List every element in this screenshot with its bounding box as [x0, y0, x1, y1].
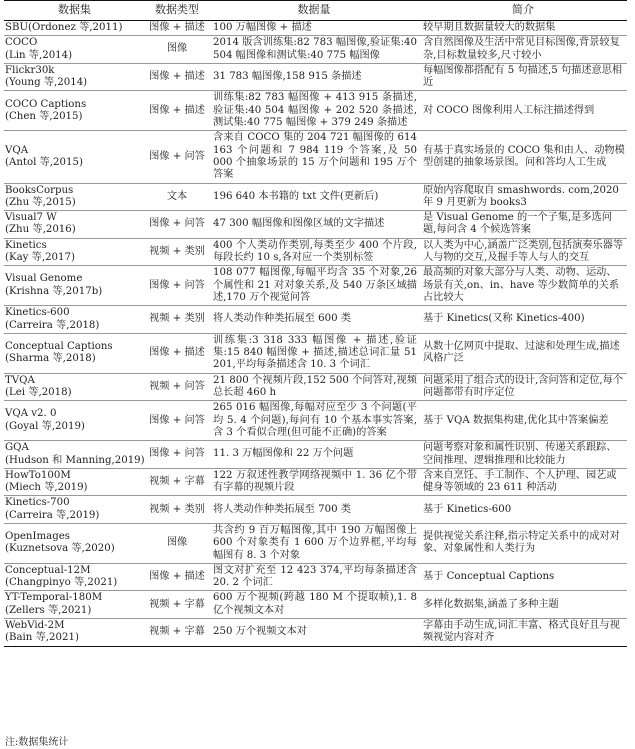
data-type-cell: 图像 + 问答 [145, 401, 209, 441]
intro-cell: 基于 VQA 数据集构建,优化其中答案偏差 [419, 401, 627, 441]
dataset-name-cell [4, 63, 145, 91]
dataset-reference: (Carreira 等,2018) [5, 319, 100, 331]
table-row [4, 523, 627, 563]
dataset-table-page [4, 0, 627, 748]
data-amount-cell: 2014 版含训练集:82 783 幅图像,验证集:40 504 幅图像和测试集:40 775 幅图像 [209, 36, 419, 64]
table-body [4, 21, 627, 647]
data-type-cell: 图像 + 问答 [145, 441, 209, 469]
intro-cell: 多样化数据集,涵盖了多种主题 [419, 591, 627, 619]
table-row [4, 333, 627, 373]
dataset-reference: (Zhu 等,2015) [5, 196, 76, 208]
dataset-reference: (Zhu 等,2016) [5, 224, 76, 236]
data-type-cell: 图像 + 描述 [145, 63, 209, 91]
data-amount-cell: 265 016 幅图像,每幅对应至少 3 个问题(平均 5. 4 个问题),每问有 10 个基本事实答案,含 3 个看似合理(但可能不正确)的答案 [209, 401, 419, 441]
dataset-name-cell [4, 373, 145, 401]
dataset-name-cell [4, 21, 145, 36]
dataset-name: WebVid-2M [5, 620, 65, 632]
table-row [4, 373, 627, 401]
header-dataset: 数据集 [4, 1, 145, 21]
table-row [4, 441, 627, 469]
dataset-reference: (Young 等,2014) [5, 77, 88, 89]
dataset-name-cell [4, 333, 145, 373]
table-row [4, 238, 627, 266]
dataset-reference: (Zellers 等,2021) [5, 604, 92, 616]
dataset-name: Flickr30k [5, 64, 55, 76]
data-type-cell: 图像 + 描述 [145, 333, 209, 373]
dataset-reference: (Hudson 和 Manning,2019) [5, 454, 145, 466]
table-row [4, 131, 627, 183]
intro-cell: 较早期且数据量较大的数据集 [419, 21, 627, 36]
dataset-reference: (Carreira 等,2019) [5, 509, 100, 521]
data-type-cell: 图像 + 问答 [145, 131, 209, 183]
dataset-name: VQA [5, 144, 29, 156]
dataset-name: Conceptual Captions [5, 340, 113, 352]
data-type-cell: 图像 + 描述 [145, 91, 209, 131]
dataset-name-cell [4, 591, 145, 619]
data-type-cell: 文本 [145, 183, 209, 211]
intro-cell: 最高频的对象大部分与人类、动物、运动、场景有关,on、in、have 等少数简单的关系占比较大 [419, 266, 627, 306]
dataset-name: GQA [5, 442, 29, 454]
dataset-name-cell [4, 183, 145, 211]
data-type-cell: 视频 + 类别 [145, 238, 209, 266]
dataset-name-cell [4, 401, 145, 441]
dataset-reference: (Chen 等,2015) [5, 110, 83, 122]
dataset-name: Visual Genome [5, 273, 83, 285]
dataset-name: Visual7 W [5, 212, 57, 224]
intro-cell: 是 Visual Genome 的一个子集,是多选问题,每问含 4 个候选答案 [419, 211, 627, 239]
data-amount-cell: 400 个人类动作类别,每类至少 400 个片段,每段长约 10 s,各对应一个类别标签 [209, 238, 419, 266]
table-row [4, 468, 627, 496]
dataset-name-cell [4, 238, 145, 266]
table-header-row [4, 1, 627, 21]
dataset-reference: (Lin 等,2014) [5, 49, 73, 61]
dataset-name-cell [4, 496, 145, 524]
table-row [4, 183, 627, 211]
data-amount-cell: 将人类动作种类拓展至 600 类 [209, 306, 419, 334]
header-data-amount: 数据量 [209, 1, 419, 21]
table-row [4, 21, 627, 36]
intro-cell: 对 COCO 图像利用人工标注描述得到 [419, 91, 627, 131]
dataset-reference: (Kay 等,2017) [5, 252, 75, 264]
data-amount-cell: 100 万幅图像 + 描述 [209, 21, 419, 36]
dataset-name: Kinetics-700 [5, 497, 70, 509]
intro-cell: 基于 Kinetics-600 [419, 496, 627, 524]
data-amount-cell: 250 万个视频文本对 [209, 619, 419, 647]
dataset-reference: (Sharma 等,2018) [5, 353, 96, 365]
intro-cell: 从数十亿网页中提取、过滤和处理生成,描述风格广泛 [419, 333, 627, 373]
dataset-name: BooksCorpus [5, 184, 74, 196]
dataset-name-cell [4, 468, 145, 496]
dataset-name: YT-Temporal-180M [5, 592, 103, 604]
intro-cell: 每幅图像都搭配有 5 句描述,5 句描述意思相近 [419, 63, 627, 91]
data-amount-cell: 将人类动作种类拓展至 700 类 [209, 496, 419, 524]
intro-cell: 问题考察对象和属性识别、传递关系跟踪、空间推理、逻辑推理和比较能力 [419, 441, 627, 469]
data-amount-cell: 122 万叙述性教学网络视频中 1. 36 亿个带有字幕的视频片段 [209, 468, 419, 496]
table-row [4, 91, 627, 131]
dataset-reference: (Kuznetsova 等,2020) [5, 543, 115, 555]
table-row [4, 306, 627, 334]
intro-cell: 基于 Conceptual Captions [419, 563, 627, 591]
dataset-name-cell [4, 523, 145, 563]
table-row [4, 36, 627, 64]
intro-cell: 含来自烹饪、手工制作、个人护理、园艺或健身等领域的 23 611 种活动 [419, 468, 627, 496]
dataset-name-cell [4, 266, 145, 306]
dataset-reference: (Lei 等,2018) [5, 387, 72, 399]
table-row [4, 266, 627, 306]
data-type-cell: 图像 [145, 36, 209, 64]
dataset-reference: (Changpinyo 等,2021) [5, 577, 118, 589]
header-intro: 简介 [419, 1, 627, 21]
dataset-reference: (Krishna 等,2017b) [5, 285, 103, 297]
dataset-reference: (Antol 等,2015) [5, 156, 83, 168]
dataset-name: Conceptual-12M [5, 564, 91, 576]
dataset-reference: (Miech 等,2019) [5, 482, 88, 494]
dataset-name-cell [4, 563, 145, 591]
data-type-cell: 图像 + 描述 [145, 563, 209, 591]
intro-cell: 以人类为中心,涵盖广泛类别,包括演奏乐器等人与物的交互,及握手等人与人的交互 [419, 238, 627, 266]
intro-cell: 问题采用了组合式的设计,含问答和定位,每个问题都带有时序定位 [419, 373, 627, 401]
intro-cell: 含自然图像及生活中常见目标图像,背景较复杂,目标数量较多,尺寸较小 [419, 36, 627, 64]
data-type-cell: 图像 + 问答 [145, 266, 209, 306]
data-amount-cell: 共含约 9 百万幅图像,其中 190 万幅图像上 600 个对象类有 1 600 万个边界框,平均每幅图有 8. 3 个对象 [209, 523, 419, 563]
table-row [4, 619, 627, 647]
dataset-name: OpenImages [5, 531, 71, 543]
data-amount-cell: 11. 3 万幅图像和 22 万个问题 [209, 441, 419, 469]
dataset-name: Kinetics [5, 239, 47, 251]
table-row [4, 496, 627, 524]
data-amount-cell: 含来自 COCO 集的 204 721 幅图像的 614 163 个问题和 7 984 119 个答案,及 50 000 个抽象场景的 15 万个问题和 195 万个答案 [209, 131, 419, 183]
data-amount-cell: 图文对扩充至 12 423 374,平均每条描述含 20. 2 个词汇 [209, 563, 419, 591]
dataset-name: HowTo100M [5, 469, 71, 481]
table-footnote: 注:数据集统计 [5, 737, 69, 748]
intro-cell: 基于 Kinetics(又称 Kinetics-400) [419, 306, 627, 334]
table-row [4, 211, 627, 239]
dataset-name: COCO [5, 37, 38, 49]
table-row [4, 591, 627, 619]
data-type-cell: 视频 + 字幕 [145, 468, 209, 496]
dataset-name-cell [4, 36, 145, 64]
data-amount-cell: 训练集:3 318 333 幅图像 + 描述,验证集:15 840 幅图像 + 描述,描述总词汇量 51 201,平均每条描述含 10. 3 个词汇 [209, 333, 419, 373]
data-amount-cell: 31 783 幅图像,158 915 条描述 [209, 63, 419, 91]
dataset-name-cell [4, 131, 145, 183]
data-amount-cell: 21 800 个视频片段,152 500 个问答对,视频总长超 460 h [209, 373, 419, 401]
dataset-name-cell [4, 91, 145, 131]
intro-cell: 原始内容爬取自 smashwords. com,2020 年 9 月更新为 books3 [419, 183, 627, 211]
data-type-cell: 图像 + 问答 [145, 211, 209, 239]
data-type-cell: 视频 + 字幕 [145, 619, 209, 647]
dataset-name-cell [4, 211, 145, 239]
table-row [4, 563, 627, 591]
header-data-type: 数据类型 [145, 1, 209, 21]
data-amount-cell: 196 640 本书籍的 txt 文件(更新后) [209, 183, 419, 211]
dataset-name: Kinetics-600 [5, 307, 70, 319]
data-type-cell: 图像 [145, 523, 209, 563]
dataset-reference: (Bain 等,2021) [5, 632, 79, 644]
dataset-name: VQA v2. 0 [5, 408, 57, 420]
data-type-cell: 视频 + 类别 [145, 306, 209, 334]
dataset-name-cell [4, 441, 145, 469]
data-amount-cell: 108 077 幅图像,每幅平均含 35 个对象,26 个属性和 21 对对象关系,及 540 万条区域描述,170 万个视觉问答 [209, 266, 419, 306]
dataset-name: COCO Captions [5, 98, 87, 110]
dataset-table [4, 0, 627, 647]
data-amount-cell: 训练集:82 783 幅图像 + 413 915 条描述,验证集:40 504 幅图像 + 202 520 条描述,测试集:40 775 幅图像 + 379 249 条描述 [209, 91, 419, 131]
intro-cell: 字幕由手动生成,词汇丰富、格式良好且与视频视觉内容对齐 [419, 619, 627, 647]
data-type-cell: 视频 + 问答 [145, 373, 209, 401]
dataset-name: SBU(Ordonez 等,2011) [5, 22, 123, 33]
intro-cell: 提供视觉关系注释,指示特定关系中的成对对象、对象属性和人类行为 [419, 523, 627, 563]
data-type-cell: 视频 + 类别 [145, 496, 209, 524]
table-row [4, 401, 627, 441]
data-amount-cell: 47 300 幅图像和图像区域的文字描述 [209, 211, 419, 239]
intro-cell: 有基于真实场景的 COCO 集和由人、动物模型创建的抽象场景图。问和答均人工生成 [419, 131, 627, 183]
dataset-reference: (Goyal 等,2019) [5, 420, 85, 432]
table-row [4, 63, 627, 91]
dataset-name-cell [4, 619, 145, 647]
data-amount-cell: 600 万个视频(跨越 180 M 个提取帧),1. 8 亿个视频文本对 [209, 591, 419, 619]
data-type-cell: 视频 + 字幕 [145, 591, 209, 619]
dataset-name: TVQA [5, 374, 35, 386]
dataset-name-cell [4, 306, 145, 334]
data-type-cell: 图像 + 描述 [145, 21, 209, 36]
